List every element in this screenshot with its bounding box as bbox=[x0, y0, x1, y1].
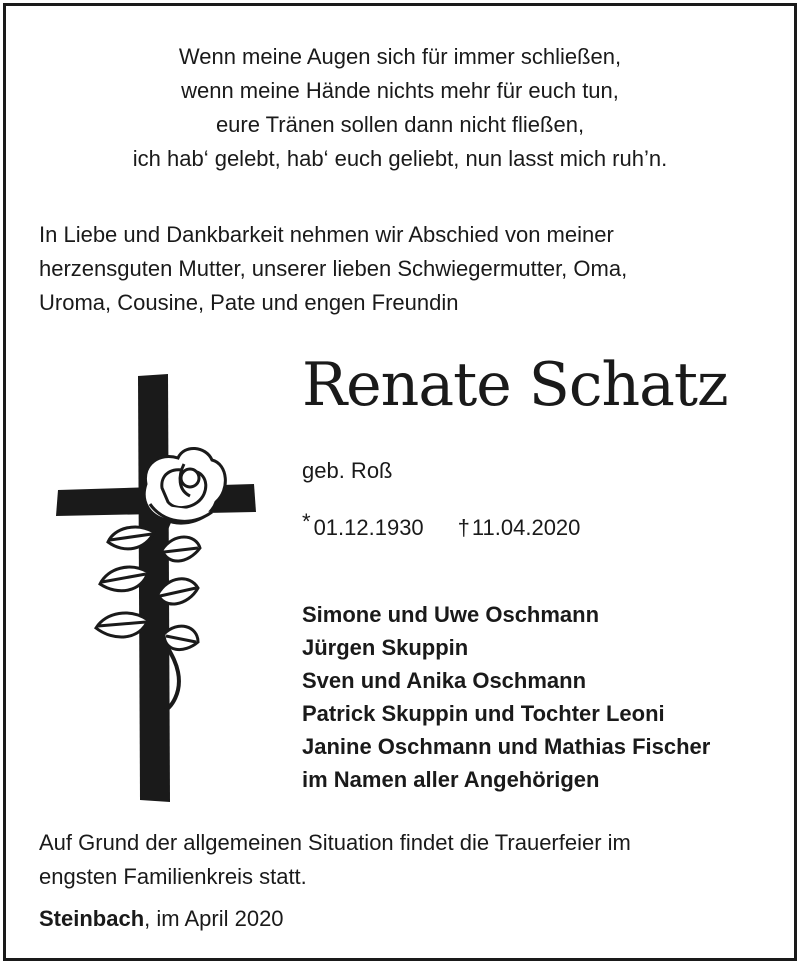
death-date: 11.04.2020 bbox=[471, 515, 581, 540]
signoff bbox=[39, 902, 284, 936]
obituary-frame bbox=[3, 3, 797, 961]
mourners-list bbox=[302, 598, 710, 796]
life-dates bbox=[302, 509, 581, 543]
deceased-name: Renate Schatz bbox=[302, 350, 728, 420]
mourner-line: Sven und Anika Oschmann bbox=[302, 668, 587, 693]
birth-name: geb. Roß bbox=[302, 458, 393, 483]
intro-line: herzensguten Mutter, unserer lieben Schwiegermutter, Oma, bbox=[39, 256, 628, 281]
mourner-line: Jürgen Skuppin bbox=[302, 635, 469, 660]
mourner-line: Patrick Skuppin und Tochter Leoni bbox=[302, 701, 665, 726]
mourner-line: Simone und Uwe Oschmann bbox=[302, 602, 600, 627]
intro-line: Uroma, Cousine, Pate und engen Freundin bbox=[39, 290, 459, 315]
mourner-line: Janine Oschmann und Mathias Fischer bbox=[302, 734, 711, 759]
funeral-notice bbox=[39, 826, 759, 894]
poem-line: wenn meine Hände nichts mehr für euch tun, bbox=[181, 78, 619, 103]
poem bbox=[6, 40, 794, 176]
intro-text bbox=[39, 218, 739, 320]
signoff-place: Steinbach bbox=[39, 906, 145, 931]
notice-line: Auf Grund der allgemeinen Situation findet die Trauerfeier im bbox=[39, 830, 631, 855]
birth-star-icon: * bbox=[302, 509, 311, 534]
signoff-date: , im April 2020 bbox=[144, 906, 284, 931]
intro-line: In Liebe und Dankbarkeit nehmen wir Abschied von meiner bbox=[39, 222, 614, 247]
poem-line: eure Tränen sollen dann nicht fließen, bbox=[215, 112, 585, 137]
cross-with-rose-icon bbox=[50, 372, 260, 804]
poem-line: Wenn meine Augen sich für immer schließen, bbox=[178, 44, 622, 69]
birth-date: 01.12.1930 bbox=[313, 515, 424, 540]
poem-line: ich hab‘ gelebt, hab‘ euch geliebt, nun lasst mich ruh’n. bbox=[132, 146, 668, 171]
death-cross-icon: † bbox=[457, 515, 470, 540]
notice-line: engsten Familienkreis statt. bbox=[39, 864, 307, 889]
mourner-line: im Namen aller Angehörigen bbox=[302, 767, 600, 792]
